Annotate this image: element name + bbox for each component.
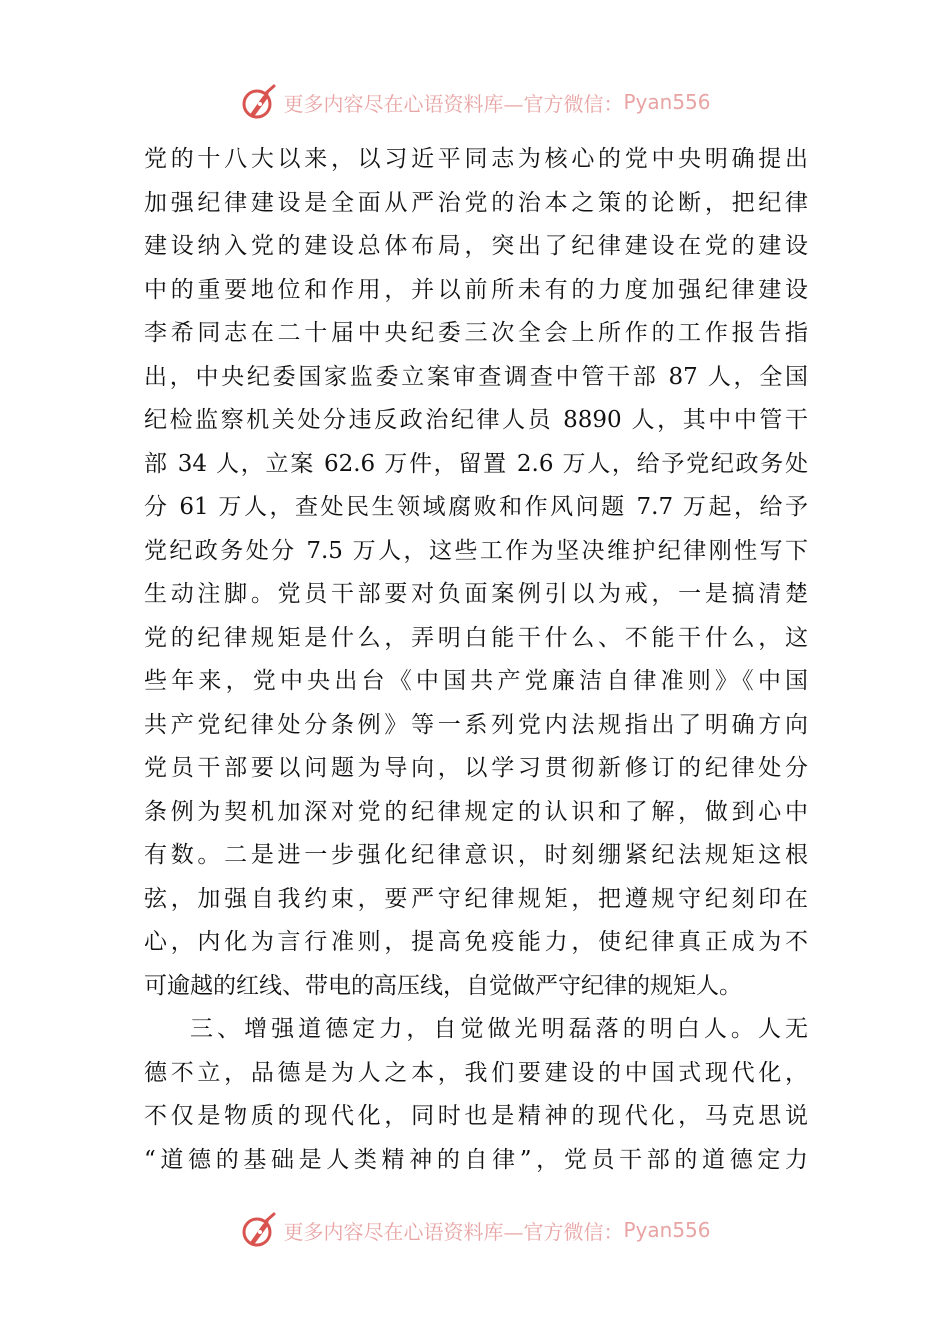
body-line: 心，内化为言行准则，提高免疫能力，使纪律真正成为不 (144, 929, 808, 955)
body-line: 纪检监察机关处分违反政治纪律人员 8890 人，其中中管干 (144, 407, 808, 433)
body-line: 建设纳入党的建设总体布局，突出了纪律建设在党的建设 (144, 233, 808, 259)
body-line: 条例为契机加深对党的纪律规定的认识和了解，做到心中 (144, 798, 808, 825)
body-line: 部 34 人，立案 62.6 万件，留置 2.6 万人，给予党纪政务处 (144, 450, 808, 477)
body-line: 可逾越的红线、带电的高压线，自觉做严守纪律的规矩人。 (144, 972, 742, 999)
body-line: 李希同志在二十届中央纪委三次全会上所作的工作报告指 (144, 320, 808, 346)
body-line: “道德的基础是人类精神的自律”，党员干部的道德定力 (144, 1146, 808, 1173)
document-body (144, 138, 808, 1182)
pen-nib-circle-icon (239, 82, 279, 122)
footer-banner-text: 更多内容尽在心语资料库—官方微信： (283, 1219, 624, 1244)
footer-wechat-id: Pyan556 (623, 1218, 711, 1242)
body-line: 有数。二是进一步强化纪律意识，时刻绷紧纪法规矩这根 (144, 842, 808, 868)
paragraph-heading-line: 三、增强道德定力，自觉做光明磊落的明白人。人无 (190, 1016, 808, 1042)
body-line: 弦，加强自我约束，要严守纪律规矩，把遵规守纪刻印在 (144, 885, 808, 912)
pen-nib-circle-icon (239, 1210, 279, 1250)
body-line: 党纪政务处分 7.5 万人，这些工作为坚决维护纪律刚性写下 (144, 537, 808, 564)
body-line: 共产党纪律处分条例》等一系列党内法规指出了明确方向 (144, 711, 808, 738)
body-line: 德不立，品德是为人之本，我们要建设的中国式现代化， (144, 1059, 808, 1086)
footer-banner (0, 1208, 950, 1252)
body-line: 出，中央纪委国家监委立案审查调查中管干部 87 人，全国 (144, 363, 808, 390)
body-line: 中的重要地位和作用，并以前所未有的力度加强纪律建设 (144, 276, 808, 303)
body-line: 生动注脚。党员干部要对负面案例引以为戒，一是搞清楚 (144, 581, 808, 607)
body-line: 党的十八大以来，以习近平同志为核心的党中央明确提出 (144, 146, 808, 172)
body-line: 不仅是物质的现代化，同时也是精神的现代化，马克思说 (144, 1103, 808, 1129)
body-line: 分 61 万人，查处民生领域腐败和作风问题 7.7 万起，给予 (144, 494, 808, 520)
body-line: 党的纪律规矩是什么，弄明白能干什么、不能干什么，这 (144, 624, 808, 651)
body-line: 些年来，党中央出台《中国共产党廉洁自律准则》《中国 (144, 668, 808, 694)
header-banner (0, 80, 950, 124)
header-banner-text: 更多内容尽在心语资料库—官方微信： (283, 91, 624, 116)
body-line: 加强纪律建设是全面从严治党的治本之策的论断，把纪律 (144, 189, 808, 216)
body-line: 党员干部要以问题为导向，以学习贯彻新修订的纪律处分 (144, 755, 808, 781)
header-wechat-id: Pyan556 (623, 90, 711, 114)
